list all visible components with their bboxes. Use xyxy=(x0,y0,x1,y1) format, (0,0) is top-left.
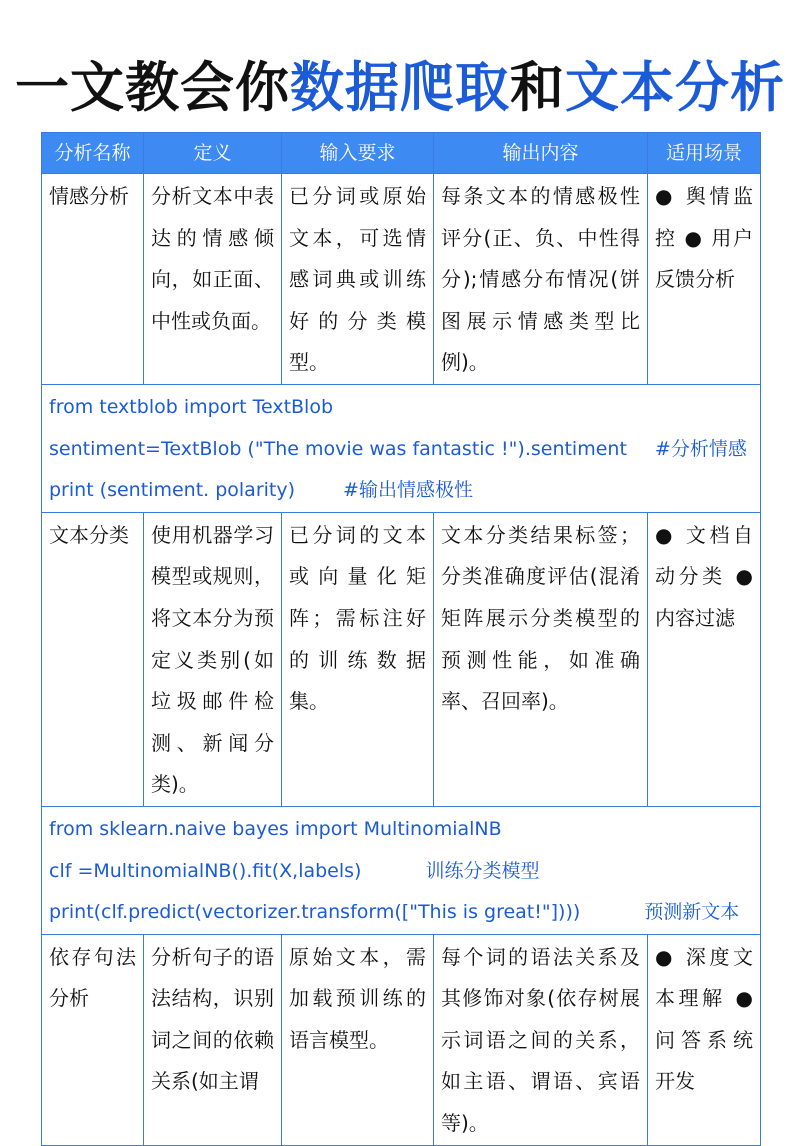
code-line xyxy=(49,429,753,471)
code-line xyxy=(49,470,753,512)
header-name: 分析名称 xyxy=(42,133,144,174)
code-line xyxy=(49,387,753,429)
code-row xyxy=(42,806,761,934)
code-line xyxy=(49,809,753,851)
cell-definition: 分析文本中表达的情感倾向，如正面、中性或负面。 xyxy=(144,174,282,385)
cell-scenario: ● 深度文本理解 ● 问答系统开发 xyxy=(648,934,761,1145)
code-text: from textblob import TextBlob xyxy=(49,395,334,418)
cell-output: 每条文本的情感极性评分(正、负、中性得分);情感分布情况(饼图展示情感类型比例)。 xyxy=(434,174,648,385)
cell-output: 每个词的语法关系及其修饰对象(依存树展示词语之间的关系，如主语、谓语、宾语等)。 xyxy=(434,934,648,1145)
code-comment: #输出情感极性 xyxy=(343,479,473,502)
cell-definition: 使用机器学习模型或规则，将文本分为预定义类别(如垃圾邮件检测、新闻分类)。 xyxy=(144,512,282,806)
cell-scenario: ● 舆情监控 ● 用户反馈分析 xyxy=(648,174,761,385)
header-definition: 定义 xyxy=(144,133,282,174)
code-text: clf =MultinomialNB().fit(X,labels) xyxy=(49,859,362,882)
code-comment: #分析情感 xyxy=(654,437,747,460)
title-part-1: 一文教会你 xyxy=(15,56,290,119)
analysis-table xyxy=(41,132,761,1146)
cell-scenario: ● 文档自动分类 ● 内容过滤 xyxy=(648,512,761,806)
cell-name: 文本分类 xyxy=(42,512,144,806)
cell-definition: 分析句子的语法结构，识别词之间的依赖关系(如主谓 xyxy=(144,934,282,1145)
code-block-classification xyxy=(42,806,761,934)
code-text: from sklearn.naive bayes import MultinomialNB xyxy=(49,817,502,840)
cell-input: 原始文本，需加载预训练的语言模型。 xyxy=(282,934,434,1145)
cell-input: 已分词的文本或向量化矩阵；需标注好的训练数据集。 xyxy=(282,512,434,806)
code-block-sentiment xyxy=(42,384,761,512)
table-header-row xyxy=(42,133,761,174)
code-text: print (sentiment. polarity) xyxy=(49,479,296,502)
code-comment: 预测新文本 xyxy=(644,901,740,924)
code-line xyxy=(49,851,753,893)
header-scenario: 适用场景 xyxy=(648,133,761,174)
title-part-4: 文本分析 xyxy=(565,56,785,119)
code-comment: 训练分类模型 xyxy=(425,859,540,882)
page-title xyxy=(0,48,800,128)
code-text: print(clf.predict(vectorizer.transform(["This is great!"]))) xyxy=(49,901,581,924)
table-row xyxy=(42,174,761,385)
header-input: 输入要求 xyxy=(282,133,434,174)
cell-output: 文本分类结果标签；分类准确度评估(混淆矩阵展示分类模型的预测性能，如准确率、召回率)。 xyxy=(434,512,648,806)
table-row xyxy=(42,512,761,806)
code-row xyxy=(42,384,761,512)
cell-name: 依存句法分析 xyxy=(42,934,144,1145)
title-part-3: 和 xyxy=(510,56,565,119)
code-text: sentiment=TextBlob ("The movie was fantastic !").sentiment xyxy=(49,437,627,460)
cell-input: 已分词或原始文本，可选情感词典或训练好的分类模型。 xyxy=(282,174,434,385)
title-part-2: 数据爬取 xyxy=(290,56,510,119)
code-line xyxy=(49,892,753,934)
cell-name: 情感分析 xyxy=(42,174,144,385)
table-row xyxy=(42,934,761,1145)
header-output: 输出内容 xyxy=(434,133,648,174)
